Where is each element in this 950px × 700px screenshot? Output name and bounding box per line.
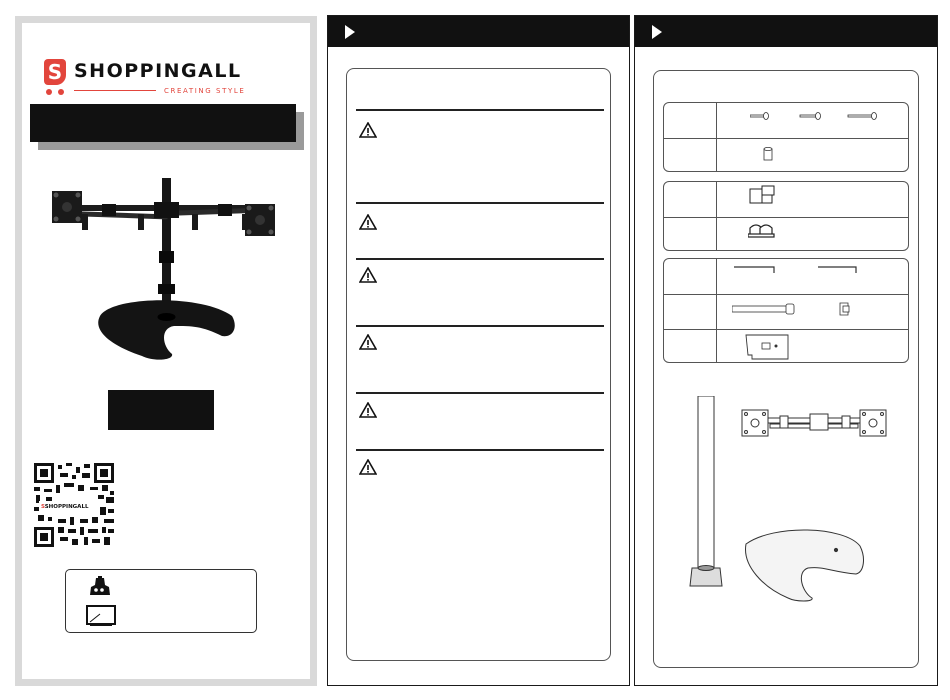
title-bar: [30, 104, 296, 142]
logo-letter: S: [44, 59, 66, 85]
warning-divider: [356, 449, 604, 451]
model-label-box: [108, 390, 214, 430]
parts-row: [664, 138, 908, 173]
screw-icon: [750, 111, 890, 123]
warning-divider: [356, 325, 604, 327]
warning-triangle-icon: [359, 334, 377, 350]
qr-center-logo-letter: S: [41, 504, 45, 510]
logo-cart-wheel: [58, 89, 64, 95]
warning-divider: [356, 258, 604, 260]
parts-overview-illustration: [684, 396, 914, 611]
parts-row: [664, 182, 908, 217]
parts-group-tools: [663, 258, 909, 363]
parts-panel: [634, 15, 938, 686]
logo-wordmark: SHOPPINGALL: [74, 60, 242, 82]
parts-group-clamps: [663, 181, 909, 251]
cover-frame: [15, 16, 317, 686]
warning-divider: [356, 392, 604, 394]
warning-triangle-icon: [359, 214, 377, 230]
plate-icon: [744, 333, 792, 361]
warning-triangle-icon: [359, 122, 377, 138]
panel-header: [635, 16, 937, 47]
qr-center-logo-text: SHOPPINGALL: [44, 504, 89, 510]
spacer-icon: [762, 146, 774, 162]
parts-row: [664, 329, 908, 364]
bolt-icon: [732, 300, 862, 320]
warning-triangle-icon: [359, 402, 377, 418]
brand-logo: [44, 59, 274, 99]
logo-tagline: CREATING STYLE: [164, 87, 246, 95]
panel-header: [328, 16, 629, 47]
warning-triangle-icon: [359, 459, 377, 475]
dual-monitor-stand-image: [42, 176, 292, 361]
parts-row: [664, 217, 908, 252]
clamp-icon: [748, 184, 776, 206]
parts-row: [664, 103, 908, 138]
hex-key-icon: [734, 262, 864, 276]
play-icon: [652, 25, 662, 39]
parts-row: [664, 294, 908, 329]
parts-row: [664, 259, 908, 294]
logo-cart-wheel: [46, 89, 52, 95]
play-icon: [345, 25, 355, 39]
warnings-panel: [327, 15, 630, 686]
warning-divider: [356, 109, 604, 111]
warning-triangle-icon: [359, 267, 377, 283]
warning-divider: [356, 202, 604, 204]
cable-clip-icon: [748, 222, 776, 240]
logo-rule: [74, 90, 156, 91]
tool-icon: [88, 575, 112, 597]
tools-required-box: [65, 569, 257, 633]
qr-center-logo: [39, 501, 89, 513]
monitor-icon: [86, 605, 116, 627]
warnings-box: [346, 68, 611, 661]
parts-group-hardware: [663, 102, 909, 172]
cover-page: [22, 23, 310, 679]
parts-box: [653, 70, 919, 668]
